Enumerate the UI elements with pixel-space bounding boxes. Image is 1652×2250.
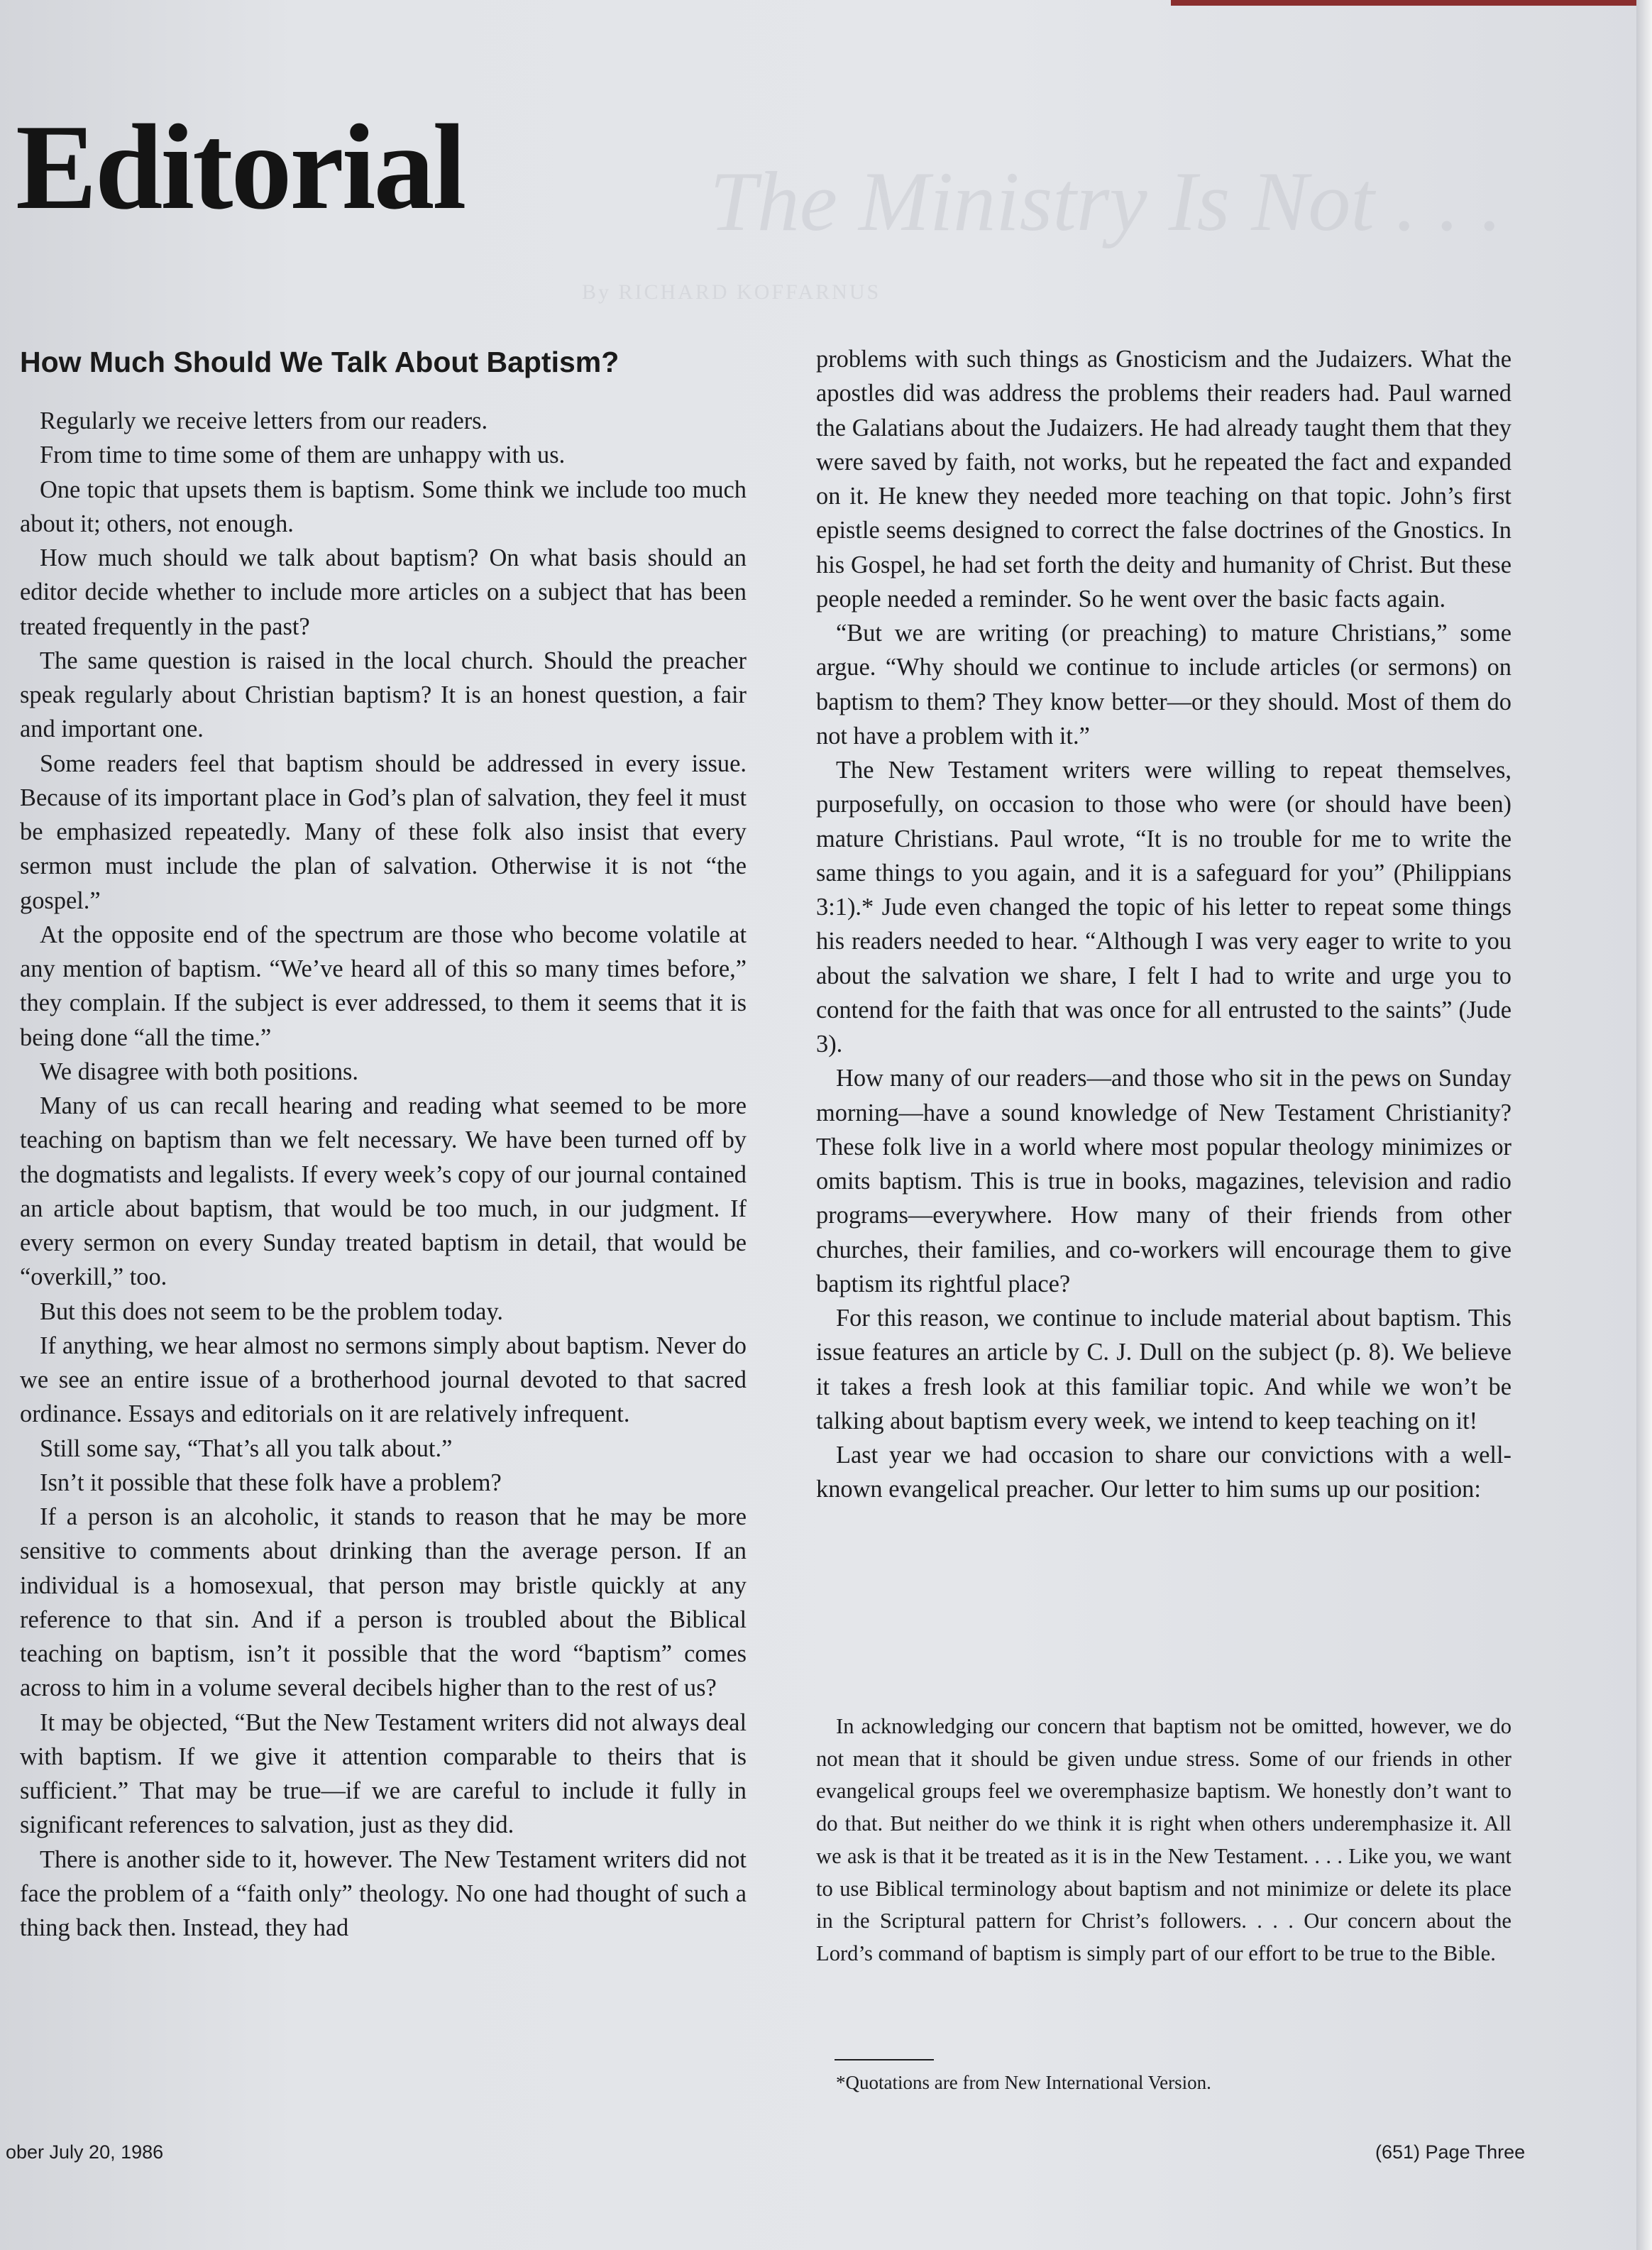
paragraph: At the opposite end of the spectrum are those who become volatile at any mention of baptism. “We’ve heard all of this so many times before,” they complain. If the subject is ever addressed, to them it seems that it is being done “all the time.” — [20, 921, 747, 1051]
bleed-through-title: The Ministry Is Not . . . — [710, 154, 1502, 248]
paragraph: It may be objected, “But the New Testament writers did not always deal with baptism. If we give it attention comparable to theirs that is sufficient.” That may be true—if we are careful to include it fully in significant references to salvation, just as they did. — [20, 1708, 747, 1839]
section-masthead: Editorial — [16, 100, 465, 235]
footnote: *Quotations are from New International Version. — [836, 2072, 1211, 2093]
paragraph: Isn’t it possible that these folk have a problem? — [40, 1469, 502, 1496]
paragraph: “But we are writing (or preaching) to mature Christians,” some argue. “Why should we continue to include articles (or sermons) on baptism to them? They know better—or they should. Most of them do not have a problem with it.” — [816, 620, 1511, 750]
article-column-right — [816, 342, 1511, 1507]
paragraph: The New Testament writers were willing to repeat themselves, purposefully, on occasion to those who were (or should have been) mature Christians. Paul wrote, “It is no trouble for me to write the same things to you again, and it is a safeguard for you” (Philippians 3:1).* Jude even changed the topic of his letter to repeat some things his readers needed to hear. “Although I was very eager to write to you about the salvation we share, I felt I had to write and urge you to contend for the faith that was once for all entrusted to the saints” (Jude 3). — [816, 757, 1511, 1058]
paragraph: One topic that upsets them is baptism. Some think we include too much about it; others, not enough. — [20, 476, 747, 537]
footnote-rule — [835, 2059, 934, 2060]
article-headline: How Much Should We Talk About Baptism? — [20, 346, 620, 378]
page-edge-right — [1636, 0, 1652, 2250]
paragraph: Many of us can recall hearing and reading what seemed to be more teaching on baptism than we felt necessary. We have been turned off by the dogmatists and legalists. If every week’s copy of our journal contained an article about baptism, that would be too much, in our judgment. If every sermon on every Sunday treated baptism in detail, that would be “overkill,” too. — [20, 1092, 747, 1291]
article-column-left — [20, 404, 747, 1945]
paragraph: The same question is raised in the local church. Should the preacher speak regularly about Christian baptism? It is an honest question, a fair and important one. — [20, 647, 747, 743]
page-edge-top — [1171, 0, 1652, 6]
footer-page-number: (651) Page Three — [1375, 2141, 1526, 2163]
footer-date: ober July 20, 1986 — [6, 2141, 164, 2163]
paragraph: Some readers feel that baptism should be addressed in every issue. Because of its important place in God’s plan of salvation, they feel it must be emphasized repeatedly. Many of these folk also insist that every sermon must include the plan of salvation. Otherwise it is not “the gospel.” — [20, 750, 747, 914]
bleed-through-byline: By RICHARD KOFFARNUS — [582, 280, 881, 304]
paragraph: Regularly we receive letters from our readers. — [40, 407, 488, 434]
paragraph: If a person is an alcoholic, it stands to reason that he may be more sensitive to comments about drinking than the average person. If an individual is a homosexual, that person may bristle quickly at any reference to that sin. And if a person is troubled about the Biblical teaching on baptism, isn’t it possible that the word “baptism” comes across to him in a volume several decibels higher than to the rest of us? — [20, 1503, 747, 1702]
paragraph: How much should we talk about baptism? On what basis should an editor decide whether to include more articles on a subject that has been treated frequently in the past? — [20, 544, 747, 640]
paragraph: For this reason, we continue to include material about baptism. This issue features an article by C. J. Dull on the subject (p. 8). We believe it takes a fresh look at this familiar topic. And while we won’t be talking about baptism every week, we intend to keep teaching on it! — [816, 1305, 1511, 1434]
paragraph: Still some say, “That’s all you talk about.” — [40, 1434, 453, 1462]
paragraph: We disagree with both positions. — [40, 1058, 359, 1085]
paragraph: There is another side to it, however. The New Testament writers did not face the problem of a “faith only” theology. No one had thought of such a thing back then. Instead, they had — [20, 1845, 747, 1941]
paragraph: If anything, we hear almost no sermons simply about baptism. Never do we see an entire issue of a brotherhood journal devoted to that sacred ordinance. Essays and editorials on it are relatively infrequent. — [20, 1332, 747, 1428]
paragraph: From time to time some of them are unhappy with us. — [40, 441, 566, 469]
block-quote — [816, 1711, 1511, 1970]
paragraph: problems with such things as Gnosticism and the Judaizers. What the apostles did was address the problems their readers had. Paul warned the Galatians about the Judaizers. He had already taught them that they were saved by faith, not works, but he repeated the fact and expanded on it. He knew they needed more teaching on that topic. John’s first epistle seems designed to correct the false doctrines of the Gnostics. In his Gospel, he had set forth the deity and humanity of Christ. But these people needed a reminder. So he went over the basic facts again. — [816, 346, 1511, 613]
paragraph: How many of our readers—and those who sit in the pews on Sunday morning—have a sound knowledge of New Testament Christianity? These folk live in a world where most popular theology minimizes or omits baptism. This is true in books, magazines, television and radio programs—everywhere. How many of their friends from other churches, their families, and co-workers will encourage them to give baptism its rightful place? — [816, 1065, 1511, 1297]
paragraph: But this does not seem to be the problem today. — [40, 1297, 504, 1325]
block-quote-text: In acknowledging our concern that baptism not be omitted, however, we do not mean that it should be given undue stress. Some of our friends in other evangelical groups feel we overemphasize baptism. We honestly don’t want to do that. But neither do we think it is right when others underemphasize it. All we ask is that it be treated as it is in the New Testament. . . . Like you, we want to use Biblical terminology about baptism and not minimize or delete its place in the Scriptural pattern for Christ’s followers. . . . Our concern about the Lord’s command of baptism is simply part of our effort to be true to the Bible. — [816, 1714, 1511, 1965]
paragraph: Last year we had occasion to share our convictions with a well-known evangelical preacher. Our letter to him sums up our position: — [816, 1442, 1511, 1503]
